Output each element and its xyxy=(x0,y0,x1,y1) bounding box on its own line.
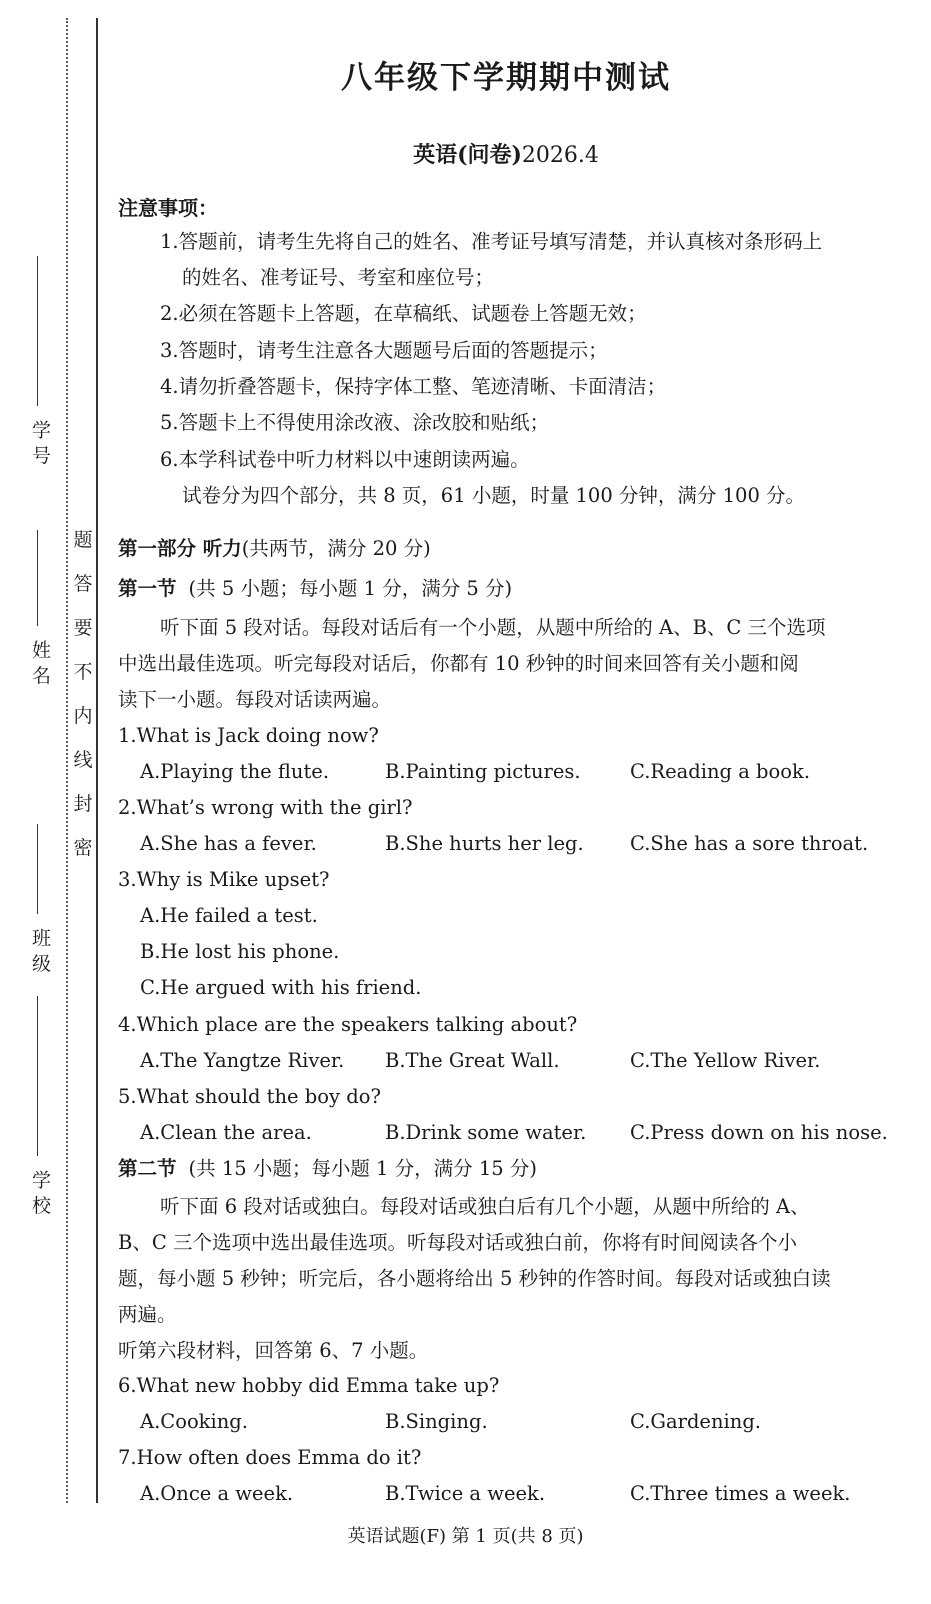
section2-heading xyxy=(118,1155,537,1183)
student-number-blank xyxy=(37,256,38,406)
class-blank xyxy=(37,824,38,914)
option-b: B.He lost his phone. xyxy=(140,940,340,963)
question-stem: 1.What is Jack doing now? xyxy=(118,724,379,747)
school-blank xyxy=(37,996,38,1156)
question-stem: 3.Why is Mike upset? xyxy=(118,868,330,891)
section2-instruction: 两遍。 xyxy=(118,1303,177,1326)
subtitle-date: 2026.4 xyxy=(521,143,599,168)
notice-item: 2.必须在答题卡上答题，在草稿纸、试题卷上答题无效； xyxy=(160,302,647,325)
option-c: C.She has a sore throat. xyxy=(630,832,869,855)
seal-warning xyxy=(72,518,94,870)
seal-solid-line xyxy=(96,18,98,1503)
subtitle-subject: 英语(问卷) xyxy=(413,142,522,168)
option-b: B.The Great Wall. xyxy=(385,1049,560,1072)
name-blank xyxy=(37,530,38,626)
seal-char: 密 xyxy=(73,837,93,859)
student-number-label: 学 号 xyxy=(29,419,51,465)
class-label: 班 级 xyxy=(29,927,51,973)
notice-item: 3.答题时，请考生注意各大题题号后面的答题提示； xyxy=(160,339,608,362)
option-c: C.Three times a week. xyxy=(630,1482,851,1505)
page-footer: 英语试题(F) 第 1 页(共 8 页) xyxy=(347,1526,584,1547)
option-c: C.Gardening. xyxy=(630,1410,762,1433)
option-c: C.Reading a book. xyxy=(630,760,811,783)
option-a: A.Cooking. xyxy=(140,1410,248,1433)
option-c: C.The Yellow River. xyxy=(630,1049,821,1072)
option-c: C.Press down on his nose. xyxy=(630,1121,888,1144)
name-label: 姓 名 xyxy=(29,639,51,685)
option-a: A.He failed a test. xyxy=(140,904,318,927)
question-stem: 7.How often does Emma do it? xyxy=(118,1446,422,1469)
seal-char: 答 xyxy=(73,573,93,595)
page-subtitle xyxy=(118,138,894,169)
option-b: B.She hurts her leg. xyxy=(385,832,584,855)
notice-item: 4.请勿折叠答题卡，保持字体工整、笔迹清晰、卡面清洁； xyxy=(160,375,667,398)
question-stem: 5.What should the boy do? xyxy=(118,1085,381,1108)
part1-note: (共两节，满分 20 分) xyxy=(241,537,431,560)
notice-item: 的姓名、准考证号、考室和座位号； xyxy=(182,266,495,289)
option-a: A.The Yangtze River. xyxy=(140,1049,345,1072)
school-field xyxy=(26,996,51,1222)
question-stem: 2.What’s wrong with the girl? xyxy=(118,796,413,819)
section2-note: (共 15 小题；每小题 1 分，满分 15 分) xyxy=(188,1157,537,1180)
material-prompt: 听第六段材料，回答第 6、7 小题。 xyxy=(118,1339,429,1362)
section1-note: (共 5 小题；每小题 1 分，满分 5 分) xyxy=(188,577,513,600)
student-number-field xyxy=(26,256,51,472)
option-b: B.Twice a week. xyxy=(385,1482,546,1505)
section1-instruction: 中选出最佳选项。听完每段对话后，你都有 10 秒钟的时间来回答有关小题和阅 xyxy=(118,652,799,675)
notice-item: 1.答题前，请考生先将自己的姓名、准考证号填写清楚，并认真核对条形码上 xyxy=(160,230,823,253)
seal-char: 题 xyxy=(73,529,93,551)
binding-margin xyxy=(0,0,110,1604)
seal-char: 封 xyxy=(73,793,93,815)
option-a: A.Playing the flute. xyxy=(140,760,330,783)
option-a: A.She has a fever. xyxy=(140,832,317,855)
notice-item: 6.本学科试卷中听力材料以中速朗读两遍。 xyxy=(160,448,530,471)
fold-dotted-line xyxy=(66,18,68,1503)
option-b: B.Painting pictures. xyxy=(385,760,581,783)
section1-instruction: 读下一小题。每段对话读两遍。 xyxy=(118,688,392,711)
option-b: B.Drink some water. xyxy=(385,1121,587,1144)
option-c: C.He argued with his friend. xyxy=(140,976,422,999)
seal-char: 要 xyxy=(73,617,93,639)
option-a: A.Clean the area. xyxy=(140,1121,312,1144)
seal-char: 内 xyxy=(73,705,93,727)
part1-title: 第一部分 听力 xyxy=(118,537,242,560)
name-field xyxy=(26,530,51,692)
seal-char: 不 xyxy=(73,661,93,683)
section1-title: 第一节 xyxy=(118,577,177,600)
section1-instruction: 听下面 5 段对话。每段对话后有一个小题，从题中所给的 A、B、C 三个选项 xyxy=(160,616,826,639)
seal-char: 线 xyxy=(73,749,93,771)
section2-instruction: 题，每小题 5 秒钟；听完后，各小题将给出 5 秒钟的作答时间。每段对话或独白读 xyxy=(118,1267,831,1290)
section2-title: 第二节 xyxy=(118,1157,177,1180)
option-b: B.Singing. xyxy=(385,1410,488,1433)
notice-item: 5.答题卡上不得使用涂改液、涂改胶和贴纸； xyxy=(160,411,550,434)
notice-item: 试卷分为四个部分，共 8 页，61 小题，时量 100 分钟，满分 100 分。 xyxy=(182,484,806,507)
section1-heading xyxy=(118,575,512,603)
question-stem: 6.What new hobby did Emma take up? xyxy=(118,1374,500,1397)
page-title: 八年级下学期期中测试 xyxy=(341,60,671,96)
school-label: 学 校 xyxy=(29,1169,51,1215)
question-stem: 4.Which place are the speakers talking about? xyxy=(118,1013,578,1036)
part1-heading xyxy=(118,535,431,563)
option-a: A.Once a week. xyxy=(140,1482,294,1505)
notice-heading: 注意事项： xyxy=(118,196,218,220)
section2-instruction: 听下面 6 段对话或独白。每段对话或独白后有几个小题，从题中所给的 A、 xyxy=(160,1195,810,1218)
section2-instruction: B、C 三个选项中选出最佳选项。听每段对话或独白前，你将有时间阅读各个小 xyxy=(118,1231,797,1254)
class-field xyxy=(26,824,51,980)
